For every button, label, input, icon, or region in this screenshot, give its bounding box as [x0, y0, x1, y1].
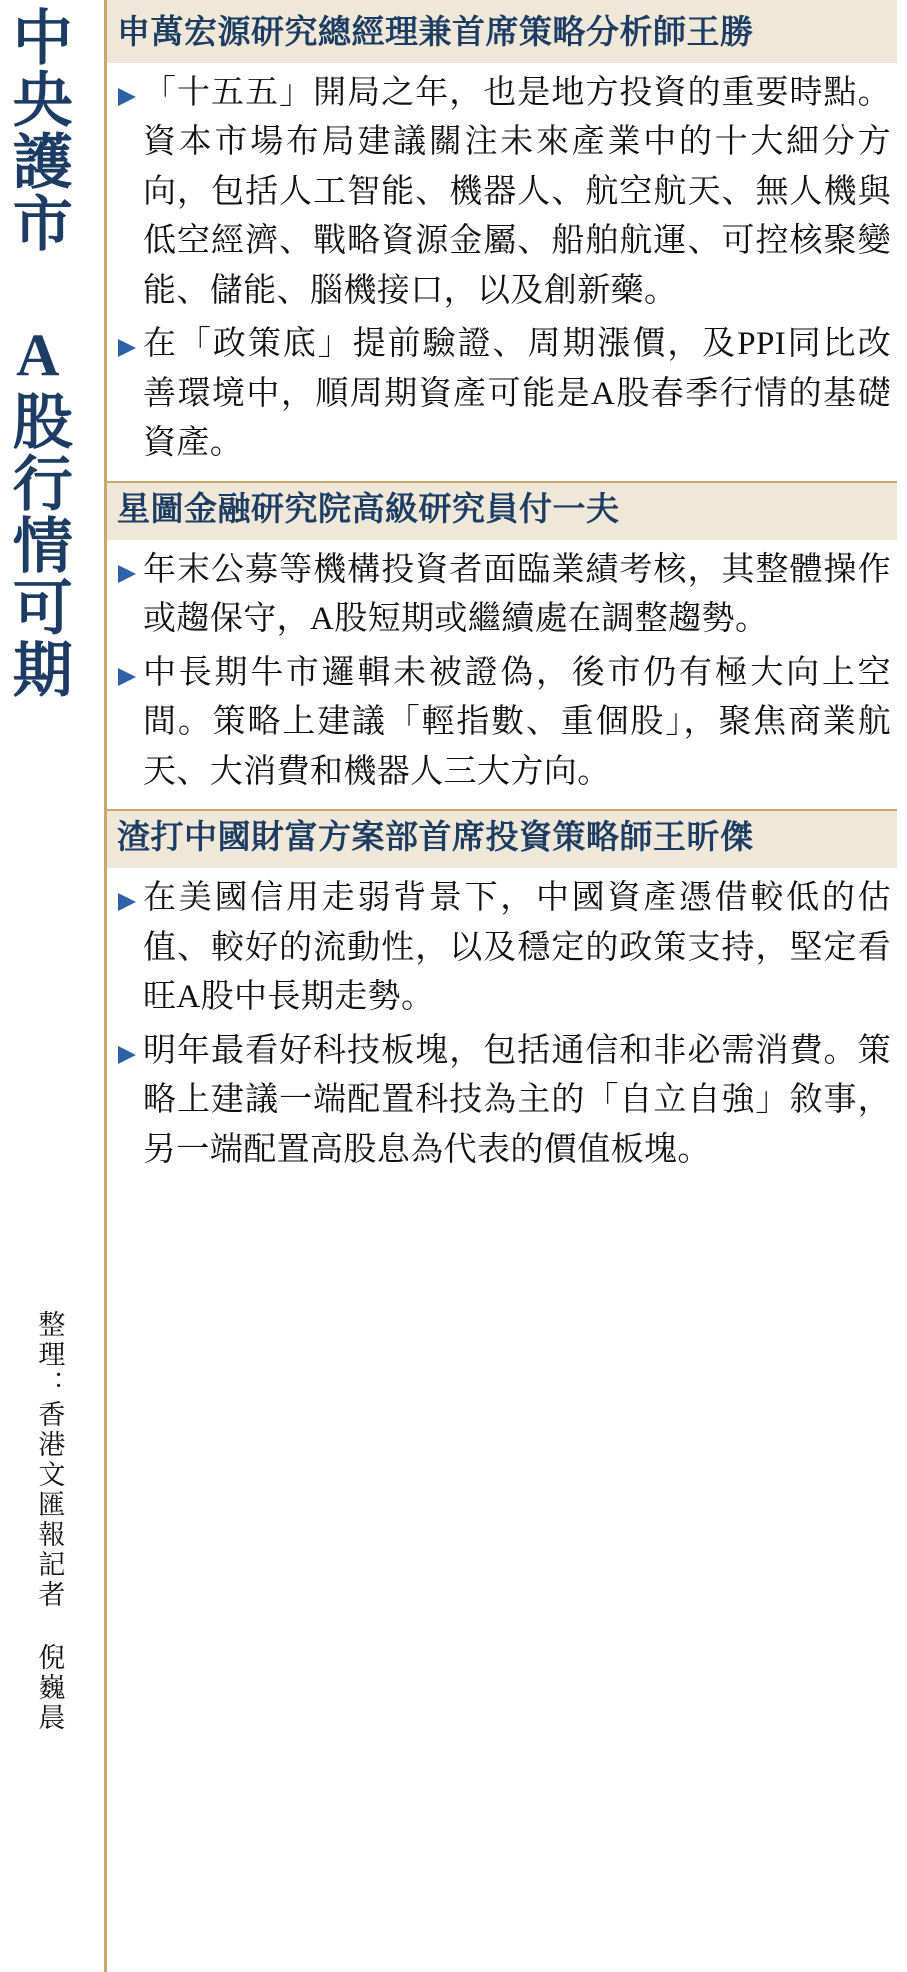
triangle-bullet-icon	[115, 890, 141, 914]
title-column	[0, 0, 104, 1972]
analyst-section	[107, 481, 897, 809]
content-column	[107, 0, 907, 1972]
list-item-text: 在「政策底」提前驗證、周期漲價，及PPI同比改善環境中，順周期資產可能是A股春季行情的基礎資產。	[143, 326, 891, 462]
section-body	[107, 63, 897, 481]
page-title: 中央護市 A股行情可期	[4, 6, 71, 700]
analyst-section	[107, 0, 897, 481]
analyst-section	[107, 809, 897, 1187]
list-item	[115, 874, 891, 1023]
section-body	[107, 868, 897, 1187]
list-item	[115, 320, 891, 469]
list-item-text: 年末公募等機構投資者面臨業績考核，其整體操作或趨保守，A股短期或繼續處在調整趨勢。	[143, 551, 891, 638]
section-heading: 申萬宏源研究總經理兼首席策略分析師王勝	[107, 0, 897, 63]
section-heading: 星圖金融研究院高級研究員付一夫	[107, 481, 897, 540]
list-item-text: 明年最看好科技板塊，包括通信和非必需消費。策略上建議一端配置科技為主的「自立自強」敘事，另一端配置高股息為代表的價值板塊。	[143, 1032, 891, 1168]
list-item	[115, 649, 891, 798]
triangle-bullet-icon	[115, 1043, 141, 1067]
list-item	[115, 69, 891, 317]
byline: 整理：香港文匯報記者 倪巍晨	[34, 1310, 65, 1733]
list-item-text: 中長期牛市邏輯未被證偽，後市仍有極大向上空間。策略上建議「輕指數、重個股」，聚焦商業航天、大消費和機器人三大方向。	[143, 654, 891, 790]
section-body	[107, 540, 897, 810]
list-item-text: 在美國信用走弱背景下，中國資產憑借較低的估值、較好的流動性，以及穩定的政策支持，堅定看旺A股中長期走勢。	[143, 880, 891, 1016]
triangle-bullet-icon	[115, 665, 141, 689]
section-heading: 渣打中國財富方案部首席投資策略師王昕傑	[107, 809, 897, 868]
triangle-bullet-icon	[115, 85, 141, 109]
triangle-bullet-icon	[115, 562, 141, 586]
list-item	[115, 1027, 891, 1176]
triangle-bullet-icon	[115, 336, 141, 360]
list-item-text: 「十五五」開局之年，也是地方投資的重要時點。資本市場布局建議關注未來產業中的十大細分方向，包括人工智能、機器人、航空航天、無人機與低空經濟、戰略資源金屬、船舶航運、可控核聚變能、儲能、腦機接口，以及創新藥。	[143, 74, 891, 309]
list-item	[115, 546, 891, 645]
